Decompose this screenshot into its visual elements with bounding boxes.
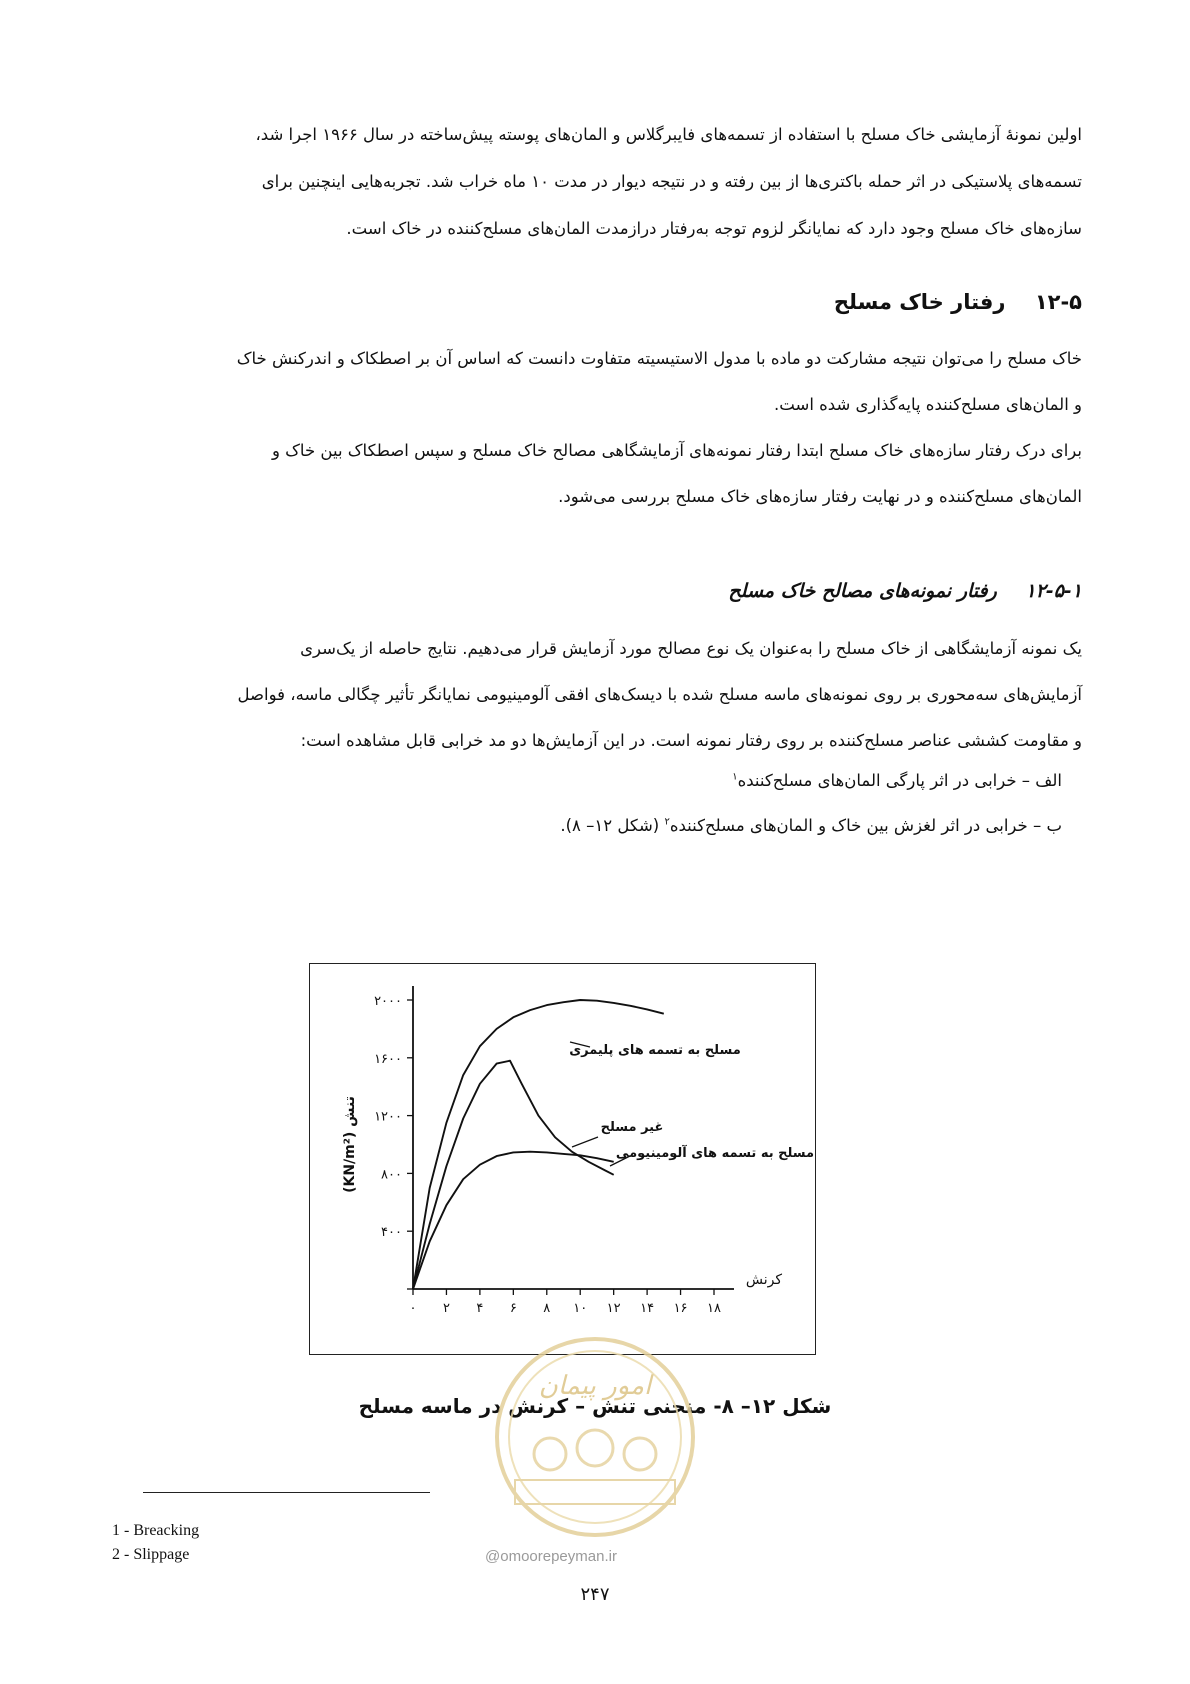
x-tick-label: ۱۶ xyxy=(673,1301,688,1316)
y-tick-label: ۱۲۰۰ xyxy=(374,1109,402,1125)
series-label: مسلح به تسمه های پلیمری xyxy=(569,1043,741,1058)
intro-line-1: اولین نمونهٔ آزمایشی خاک مسلح با استفاده از تسمه‌های فایبرگلاس و المان‌های پوسته پیش‌ساخته در سال ۱۹۶۶ اجرا شد، xyxy=(255,125,1082,144)
subsection-line-3: و مقاومت کششی عناصر مسلح‌کننده بر روی رفتار نمونه است. در این آزمایش‌ها دو مد خرابی قابل مشاهده است: xyxy=(300,731,1082,750)
section-para-2-line-1: برای درک رفتار سازه‌های خاک مسلح ابتدا رفتار نمونه‌های آزمایشگاهی مصالح خاک مسلح و سپس اصطکاک بین خاک و xyxy=(271,441,1082,460)
watermark-seal-text: امور پیمان xyxy=(538,1371,652,1401)
list-item-b xyxy=(560,816,1062,835)
section-para-2-line-2: المان‌های مسلح‌کننده و در نهایت رفتار سازه‌های خاک مسلح بررسی می‌شود. xyxy=(558,487,1082,506)
footnote-ref-1: ۱ xyxy=(732,771,738,783)
section-para-1-line-1: خاک مسلح را می‌توان نتیجه مشارکت دو ماده با مدول الاستیسیته متفاوت دانست که اساس آن بر اصطکاک و اندرکنش خاک xyxy=(236,349,1082,368)
footnote-1: 1 - Breacking xyxy=(112,1522,200,1539)
subsection-number: ۱۲-۵-۱ xyxy=(1025,580,1082,602)
watermark-url: @omoorepeyman.ir xyxy=(485,1548,617,1565)
watermark-seal xyxy=(490,1332,700,1542)
x-tick-label: ۱۸ xyxy=(707,1301,721,1316)
series-line-2 xyxy=(413,1061,614,1289)
footnote-rule xyxy=(143,1492,430,1493)
figure-caption: شکل ۱۲– ۸- منحنی تنش – کرنش در ماسه مسلح xyxy=(358,1394,832,1418)
y-axis-label: (KN/m²) تنش xyxy=(342,1096,358,1193)
x-tick-label: ۱۴ xyxy=(640,1301,655,1316)
intro-line-3: سازه‌های خاک مسلح وجود دارد که نمایانگر لزوم توجه به‌رفتار درازمدت المان‌های مسلح‌کننده در خاک است. xyxy=(346,219,1082,238)
x-tick-label: ۱۲ xyxy=(606,1301,621,1316)
series-label: مسلح به تسمه های آلومینیومی xyxy=(615,1146,814,1161)
stress-strain-chart xyxy=(310,964,814,1353)
x-axis-label: کرنش xyxy=(745,1272,783,1288)
series-label-leader xyxy=(572,1137,598,1147)
footnote-ref-2: ۲ xyxy=(664,816,670,828)
footnote-2: 2 - Slippage xyxy=(112,1546,190,1563)
list-item-b-tail: (شکل ۱۲– ۸). xyxy=(560,816,665,835)
subsection-title: رفتار نمونه‌های مصالح خاک مسلح xyxy=(728,580,997,602)
y-tick-label: ۴۰۰ xyxy=(381,1225,402,1241)
figure-frame xyxy=(309,963,816,1355)
x-tick-label: ۴ xyxy=(476,1301,484,1316)
y-tick-label: ۱۶۰۰ xyxy=(374,1051,402,1067)
y-tick-label: ۲۰۰۰ xyxy=(374,994,402,1009)
subsection-line-2: آزمایش‌های سه‌محوری بر روی نمونه‌های ماسه مسلح شده با دیسک‌های افقی آلومینیومی نمایانگر تأثیر چگالی ماسه، فواصل xyxy=(237,685,1082,704)
list-item-a xyxy=(732,771,1062,790)
y-tick-label: ۸۰۰ xyxy=(381,1167,402,1183)
x-tick-label: ۲ xyxy=(442,1301,450,1316)
intro-line-2: تسمه‌های پلاستیکی در اثر حمله باکتری‌ها از بین رفته و در نتیجه دیوار در مدت ۱۰ ماه خراب شد. تجربه‌هایی اینچنین برای xyxy=(261,172,1082,191)
page-number: ۲۴۷ xyxy=(580,1584,610,1605)
x-tick-label: ۸ xyxy=(543,1301,551,1316)
section-number: ۱۲-۵ xyxy=(1034,290,1082,314)
subsection-heading xyxy=(728,580,1082,602)
section-heading xyxy=(834,290,1082,314)
list-item-b-text: ب – خرابی در اثر لغزش بین خاک و المان‌های مسلح‌کننده xyxy=(669,816,1062,835)
section-para-1-line-2: و المان‌های مسلح‌کننده پایه‌گذاری شده است. xyxy=(774,395,1082,414)
x-tick-label: ۱۰ xyxy=(573,1301,588,1316)
subsection-line-1: یک نمونه آزمایشگاهی از خاک مسلح را به‌عنوان یک نوع مصالح مورد آزمایش قرار می‌دهیم. نتایج حاصله از یک‌سری xyxy=(300,639,1082,658)
series-label: غیر مسلح xyxy=(600,1120,664,1135)
x-tick-label: ۶ xyxy=(509,1301,517,1316)
section-title: رفتار خاک مسلح xyxy=(833,290,1006,314)
list-item-a-text: الف – خرابی در اثر پارگی المان‌های مسلح‌کننده xyxy=(737,771,1062,790)
x-tick-label: ۰ xyxy=(409,1301,417,1316)
series-line-3 xyxy=(413,1152,614,1289)
